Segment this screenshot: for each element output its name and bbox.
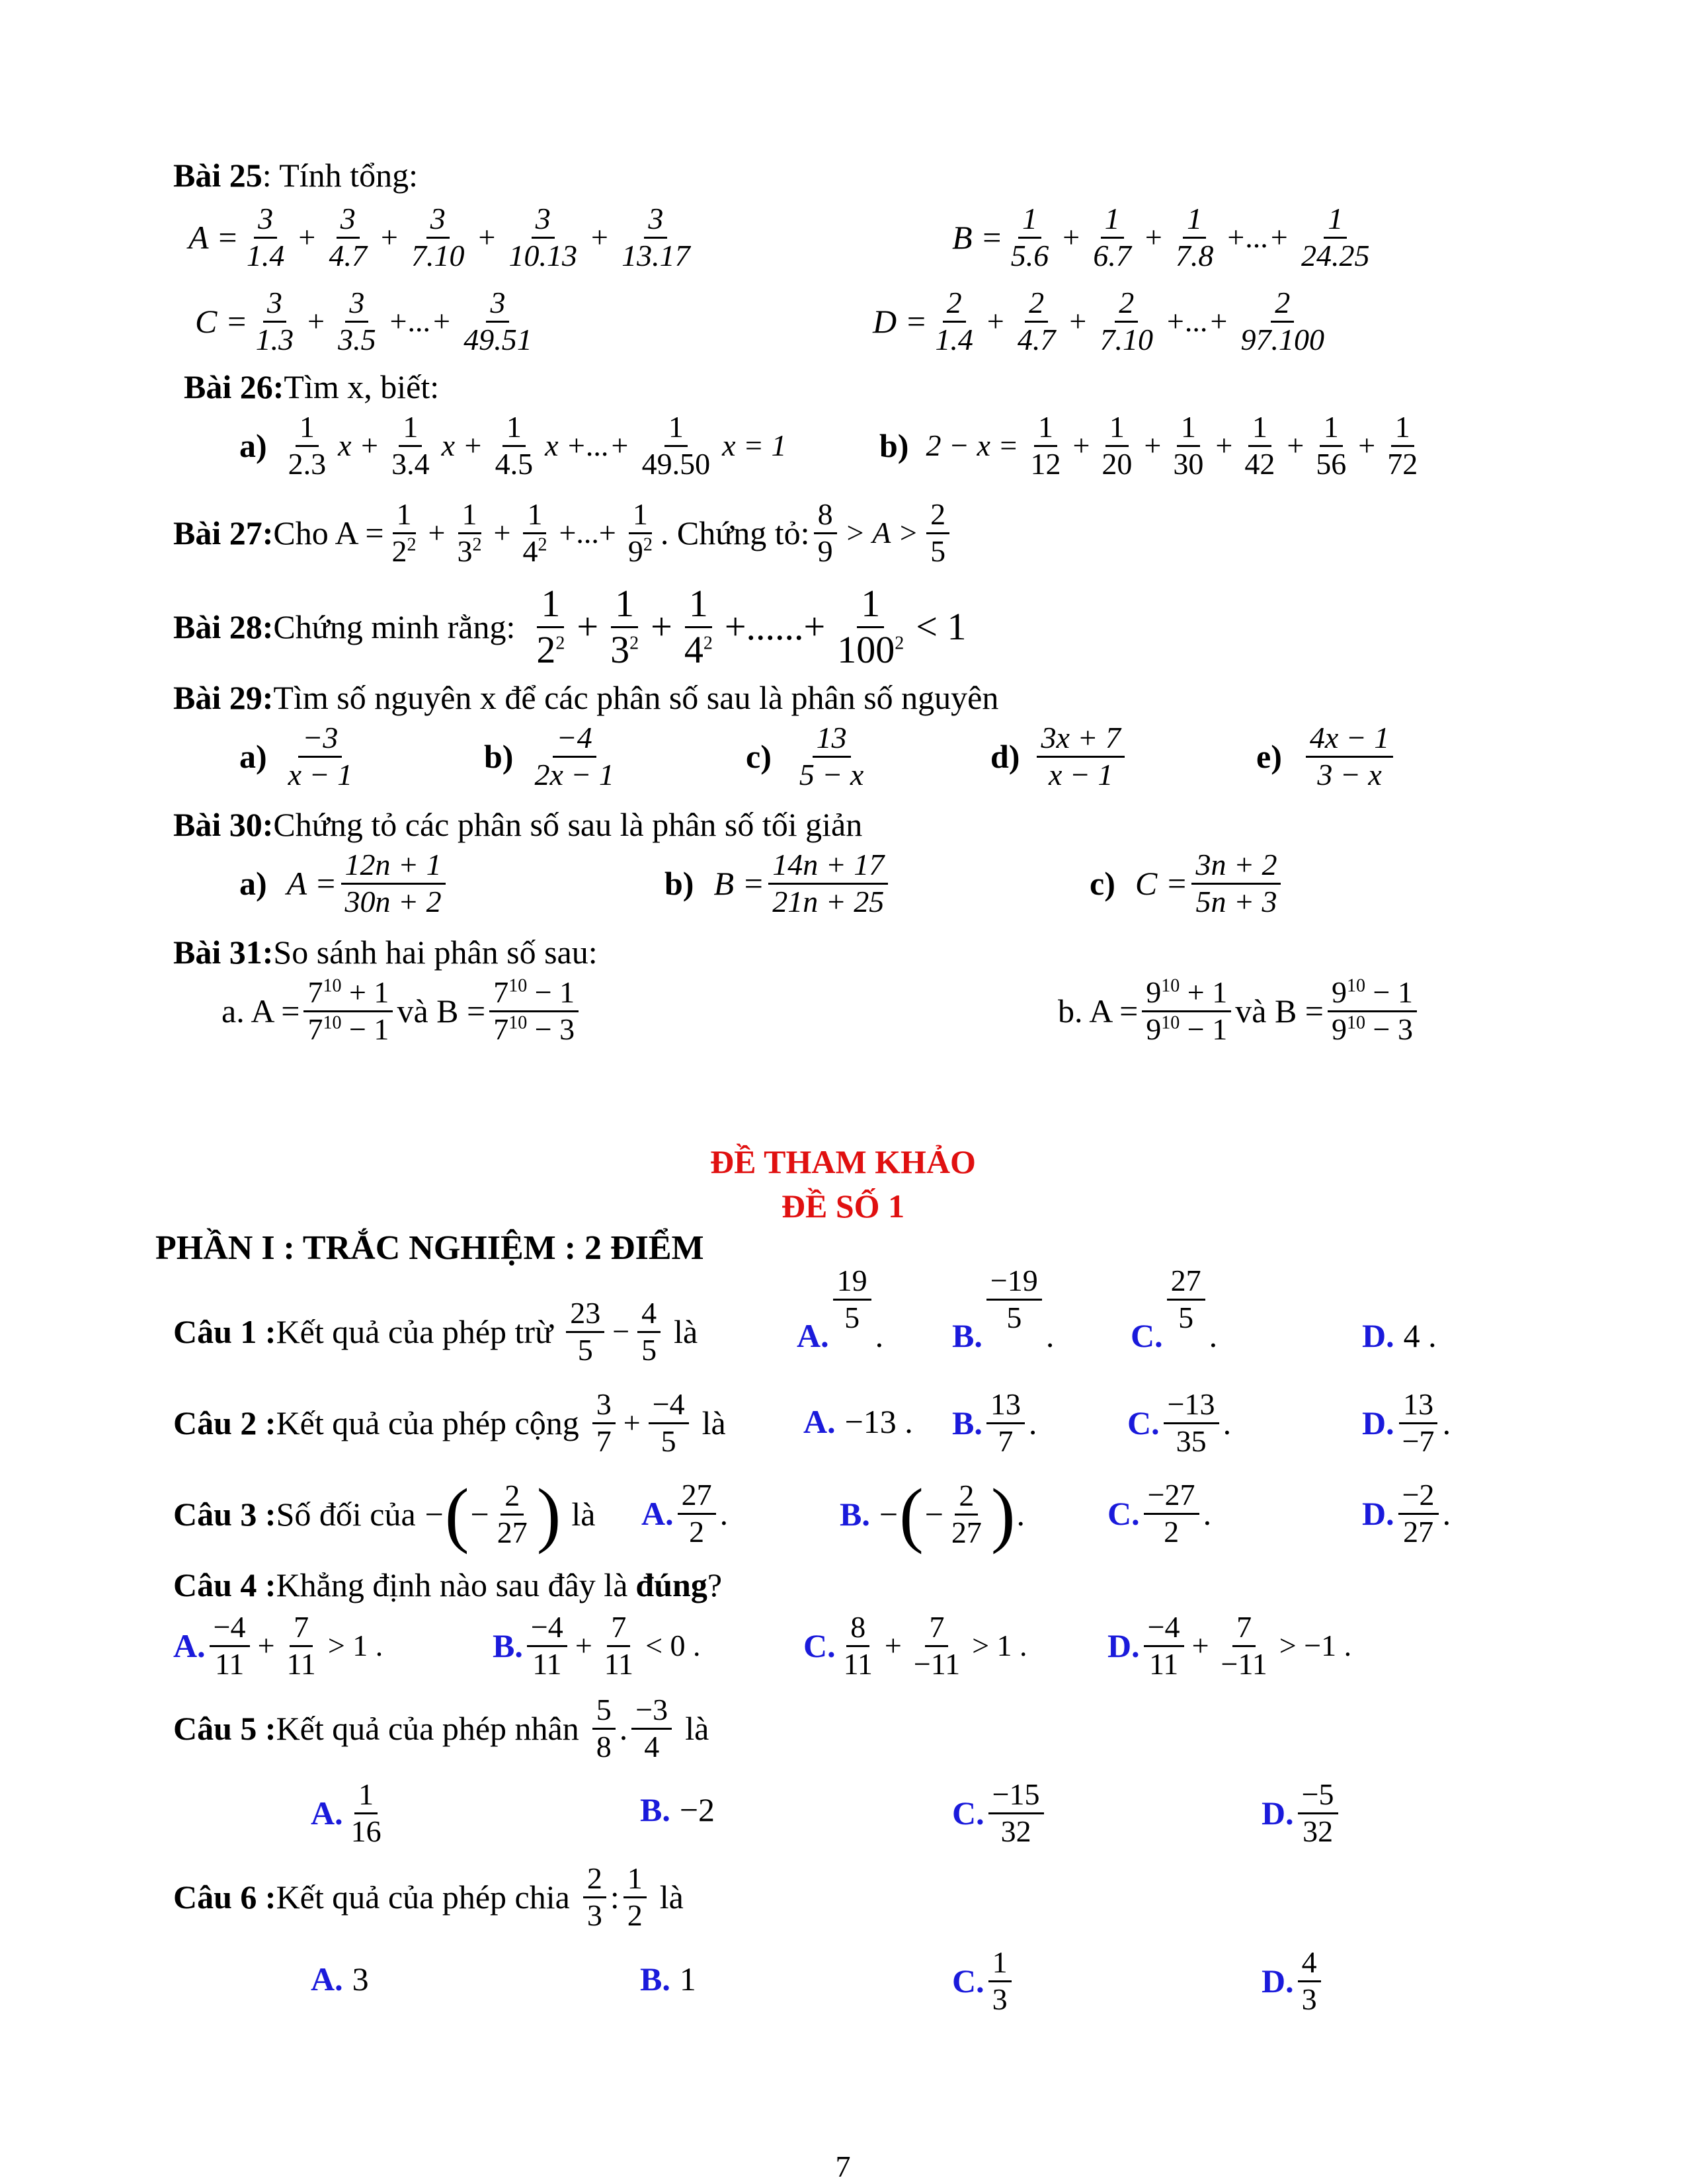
q-label: Câu 6 :: [173, 1879, 276, 1916]
b26-a: a) 1 2.3 x + $\frac{1}{3.4}$ x + $\frac{1}{4.5}$ x +...+ $\frac{1}{49.50}$ x = 1: [239, 410, 787, 481]
fraction: $\frac{1}{72}$: [1387, 410, 1418, 481]
q2-option-d[interactable]: D. 13 −7 .: [1362, 1387, 1451, 1458]
b29-e: e) 4x − 1 3 − x: [1256, 721, 1397, 793]
b26-b: b) 2 − x = $\frac{1}{12}$ + $\frac{1}{20}$ + $\frac{1}{30}$ + $\frac{1}{42}$ + $\frac{1}{56}$ + $\frac{1}{72}$: [879, 410, 1425, 482]
fraction: 2 3: [583, 1861, 606, 1933]
fraction: 1 2: [623, 1861, 647, 1933]
b30-title: Chứng tỏ các phân số sau là phân số tối giản: [273, 806, 863, 843]
q4-option-b[interactable]: B. −4 11 + $\frac{7}{11}$ < 0 .: [493, 1610, 701, 1681]
q1-option-c[interactable]: C. 27 5 .: [1131, 1263, 1218, 1354]
b31-heading: [173, 936, 598, 969]
fraction: $\frac{1}{12}$: [1030, 410, 1061, 481]
fraction: $\frac{1}{7.8}$: [1175, 202, 1214, 272]
fraction: $\frac{1}{9^2}$: [627, 497, 653, 568]
b26-heading: [184, 370, 439, 403]
fraction: $\frac{9^{10} + 1}{9^{10} - 1}$: [1142, 975, 1231, 1047]
fraction: $\frac{3}{1.4}$: [246, 202, 285, 272]
q5-option-d[interactable]: D. −5 32: [1262, 1777, 1342, 1849]
eq-lhs: C =: [195, 303, 248, 341]
fraction: −3 4: [631, 1693, 672, 1765]
b29-a: a) −3 x − 1: [239, 721, 360, 793]
fraction: $\frac{1}{100^2}$: [837, 582, 904, 671]
b28-line: Bài 28: Chứng minh rằng: 1 $2^2$ + $\frac{1}{3^2}$ + $\frac{1}{4^2}$ +......+ $\frac{1}{100^2}$ < 1: [173, 582, 967, 671]
q4-option-a[interactable]: A. −4 11 + $\frac{7}{11}$ > 1 .: [173, 1610, 383, 1681]
b28-title: Chứng minh rằng:: [273, 608, 516, 646]
fraction: $\frac{3}{1.3}$: [255, 286, 294, 356]
q4-option-d[interactable]: D. −4 11 + $\frac{7}{-11}$ > −1 .: [1107, 1610, 1352, 1681]
q6-option-d[interactable]: D. 4 3: [1262, 1945, 1325, 2017]
q2-option-c[interactable]: C. −13 35 .: [1127, 1387, 1232, 1458]
b30-a: a) A = $\frac{12n + 1}{30n + 2}$: [239, 848, 450, 920]
fraction: $\frac{3}{7.10}$: [411, 202, 465, 272]
q-label: Câu 2 :: [173, 1404, 276, 1442]
b26-label: Bài 26:: [184, 368, 284, 405]
b30-label: Bài 30:: [173, 806, 274, 843]
q3-stem: Câu 3 : Số đối của − ( − $\frac{2}{27}$ ) là: [173, 1474, 596, 1555]
fraction: $\frac{12n + 1}{30n + 2}$: [341, 848, 446, 920]
q-text: Kết quả của phép chia: [276, 1879, 570, 1916]
fraction: 13 5 − x: [799, 721, 864, 791]
b29-label: Bài 29:: [173, 679, 274, 716]
b31-label: Bài 31:: [173, 934, 274, 971]
fraction: −3 x − 1: [288, 721, 353, 791]
b31-title: So sánh hai phân số sau:: [273, 934, 598, 971]
fraction: $\frac{1}{6.7}$: [1093, 202, 1131, 272]
fraction: $\frac{1}{3^2}$: [610, 582, 639, 671]
fraction: −4 2x − 1: [534, 721, 614, 791]
fraction: $\frac{3}{4.7}$: [329, 202, 367, 272]
q5-option-a[interactable]: A. 1 16: [311, 1777, 381, 1848]
b25-C: C = $\frac{3}{1.3}$ + $\frac{3}{3.5}$ +...+ $\frac{3}{49.51}$: [195, 286, 540, 358]
q-text: Khẳng định nào sau đây là: [276, 1566, 628, 1603]
q6-option-b[interactable]: B. 1: [640, 1961, 696, 1998]
b31-b: b. A = $\frac{9^{10} + 1}{9^{10} - 1}$ và B = $\frac{9^{10} - 1}{9^{10} - 3}$: [1058, 975, 1421, 1047]
fraction: $\frac{1}{20}$: [1102, 410, 1133, 481]
b29-d: d) 3x + 7 x − 1: [990, 721, 1129, 793]
b27-text2: . Chứng tỏ:: [660, 514, 810, 552]
fraction: 5 8: [592, 1693, 616, 1765]
fraction: $\frac{2}{1.4}$: [935, 286, 973, 356]
fraction: 8 9: [814, 497, 837, 569]
fraction: $\frac{2}{97.100}$: [1240, 286, 1325, 356]
q1-option-d[interactable]: D. 4 .: [1362, 1317, 1437, 1354]
b27-text: Cho A =: [273, 514, 384, 552]
q-text: Kết quả của phép cộng: [276, 1404, 579, 1442]
b26-title: Tìm x, biết:: [284, 368, 440, 405]
b30-c: c) C = $\frac{3n + 2}{5n + 3}$: [1090, 848, 1285, 920]
q-text: Kết quả của phép trừ: [276, 1313, 553, 1351]
q2-stem: Câu 2 : Kết quả của phép cộng 3 7 + $\frac{-4}{5}$ là: [173, 1387, 726, 1458]
q3-option-a[interactable]: A. 27 2 .: [641, 1478, 729, 1549]
q5-stem: Câu 5 : Kết quả của phép nhân 5 8 . −3 4 là: [173, 1693, 709, 1763]
fraction: 2 5: [926, 497, 949, 569]
fraction: $\frac{7^{10} + 1}{7^{10} - 1}$: [303, 975, 393, 1047]
q-label: Câu 4 :: [173, 1566, 276, 1603]
fraction: $\frac{3}{13.17}$: [622, 202, 690, 272]
eq-lhs: B =: [952, 219, 1003, 257]
b25-B: B = $\frac{1}{5.6}$ + $\frac{1}{6.7}$ + $\frac{1}{7.8}$ +...+ $\frac{1}{24.25}$: [952, 202, 1377, 274]
fraction: $\frac{2}{4.7}$: [1017, 286, 1056, 356]
fraction: $\frac{3n + 2}{5n + 3}$: [1191, 848, 1281, 920]
fraction: $\frac{1}{4^2}$: [522, 497, 547, 568]
q-label: Câu 1 :: [173, 1313, 276, 1351]
b25-D: D = $\frac{2}{1.4}$ + $\frac{2}{4.7}$ + $\frac{2}{7.10}$ +...+ $\frac{2}{97.100}$: [873, 286, 1332, 358]
page-number: 7: [835, 2150, 851, 2183]
q5-option-c[interactable]: C. −15 32: [952, 1777, 1048, 1849]
q1-option-a[interactable]: A. 19 5 .: [797, 1263, 884, 1354]
q3-option-d[interactable]: D. −2 27 .: [1362, 1478, 1451, 1549]
q3-option-c[interactable]: C. −27 2 .: [1107, 1478, 1212, 1549]
fraction: $\frac{3}{3.5}$: [338, 286, 376, 356]
fraction: $\frac{9^{10} - 1}{9^{10} - 3}$: [1328, 975, 1417, 1047]
exam-heading: ĐỀ THAM KHẢO: [710, 1143, 976, 1180]
q5-option-b[interactable]: B. −2: [640, 1791, 715, 1828]
fraction: $\frac{1}{56}$: [1316, 410, 1347, 481]
fraction: $\frac{14n + 17}{21n + 25}$: [768, 848, 888, 920]
fraction: 23 5: [566, 1296, 604, 1368]
b30-b: b) B = $\frac{14n + 17}{21n + 25}$: [664, 848, 892, 920]
q4-stem: Câu 4 : Khẳng định nào sau đây là đúng ?: [173, 1566, 723, 1603]
b25-label: Bài 25: [173, 157, 262, 194]
fraction: 1 2.3: [288, 410, 327, 481]
fraction: 3x + 7 x − 1: [1037, 721, 1124, 793]
fraction: $\frac{1}{3.4}$: [391, 410, 430, 481]
b27-line: Bài 27: Cho A = $\frac{1}{2^2}$ + $\frac{1}{3^2}$ + $\frac{1}{4^2}$ +...+ $\frac{1}{9^2}$ . Chứng tỏ: 8 9 > A > 2 5: [173, 497, 953, 569]
b29-c: c) 13 5 − x: [746, 721, 871, 793]
q-label: Câu 3 :: [173, 1496, 276, 1533]
b27-label: Bài 27:: [173, 514, 274, 552]
q6-option-a[interactable]: A. 3: [311, 1961, 369, 1998]
fraction: $\frac{1}{4.5}$: [495, 410, 534, 481]
eq-lhs: D =: [873, 303, 928, 341]
fraction: $\frac{1}{30}$: [1173, 410, 1204, 481]
b31-a: a. A = $\frac{7^{10} + 1}{7^{10} - 1}$ và B = $\frac{7^{10} - 1}{7^{10} - 3}$: [221, 975, 582, 1047]
fraction: $\frac{1}{5.6}$: [1010, 202, 1049, 272]
b29-title: Tìm số nguyên x để các phân số sau là phân số nguyên: [273, 679, 999, 716]
q1-option-b[interactable]: B. −19 5 .: [952, 1263, 1055, 1354]
q2-option-a[interactable]: A. −13 .: [803, 1403, 913, 1440]
fraction: $\frac{1}{2^2}$: [391, 497, 417, 568]
q-text: Số đối của: [276, 1496, 416, 1533]
q-text: Kết quả của phép nhân: [276, 1710, 579, 1748]
q-label: Câu 5 :: [173, 1710, 276, 1748]
fraction: $\frac{1}{24.25}$: [1301, 202, 1370, 272]
part-title: PHẦN I : TRẮC NGHIỆM : 2 ĐIỂM: [155, 1229, 704, 1267]
item-label: a): [239, 427, 267, 465]
q1-stem: Câu 1 : Kết quả của phép trừ 23 5 − $\frac{4}{5}$ là: [173, 1296, 698, 1367]
item-label: b): [879, 427, 909, 465]
fraction: $\frac{3}{49.51}$: [463, 286, 532, 356]
fraction: $\frac{4}{5}$: [637, 1296, 661, 1368]
b29-heading: [173, 681, 998, 714]
fraction: 1 $2^2$: [536, 582, 565, 671]
fraction: $\frac{1}{49.50}$: [641, 410, 711, 481]
fraction: $\frac{1}{3^2}$: [457, 497, 482, 568]
b28-label: Bài 28:: [173, 608, 274, 646]
q6-option-c[interactable]: C. 1 3: [952, 1945, 1016, 2017]
b25-title: : Tính tổng:: [262, 157, 418, 194]
fraction: $\frac{1}{4^2}$: [684, 582, 713, 671]
b25-A: A = $\frac{3}{1.4}$ + $\frac{3}{4.7}$ + $\frac{3}{7.10}$ + $\frac{3}{10.13}$ + $\frac{3}{13.17}$: [188, 202, 698, 274]
eq-lhs: A =: [188, 219, 239, 257]
q4-option-c[interactable]: C. 8 11 + $\frac{7}{-11}$ > 1 .: [803, 1610, 1027, 1681]
fraction: 4x − 1 3 − x: [1306, 721, 1393, 793]
b25-heading: [173, 159, 418, 192]
fraction: 3 7: [592, 1387, 616, 1459]
exam-number: ĐỀ SỐ 1: [781, 1188, 905, 1225]
fraction: $\frac{3}{10.13}$: [508, 202, 578, 272]
q3-option-b[interactable]: B. − ( − $\frac{2}{27}$ ) .: [840, 1474, 1025, 1555]
fraction: $\frac{2}{7.10}$: [1100, 286, 1153, 356]
fraction: $\frac{-4}{5}$: [649, 1387, 689, 1459]
fraction: $\frac{1}{42}$: [1244, 410, 1275, 481]
b29-b: b) −4 2x − 1: [484, 721, 622, 793]
fraction: $\frac{7^{10} - 1}{7^{10} - 3}$: [489, 975, 579, 1047]
q6-stem: Câu 6 : Kết quả của phép chia 2 3 : 1 2 là: [173, 1861, 684, 1932]
fraction: $\frac{2}{27}$: [497, 1478, 528, 1549]
q2-option-b[interactable]: B. 13 7 .: [952, 1387, 1037, 1458]
b30-heading: [173, 808, 862, 841]
